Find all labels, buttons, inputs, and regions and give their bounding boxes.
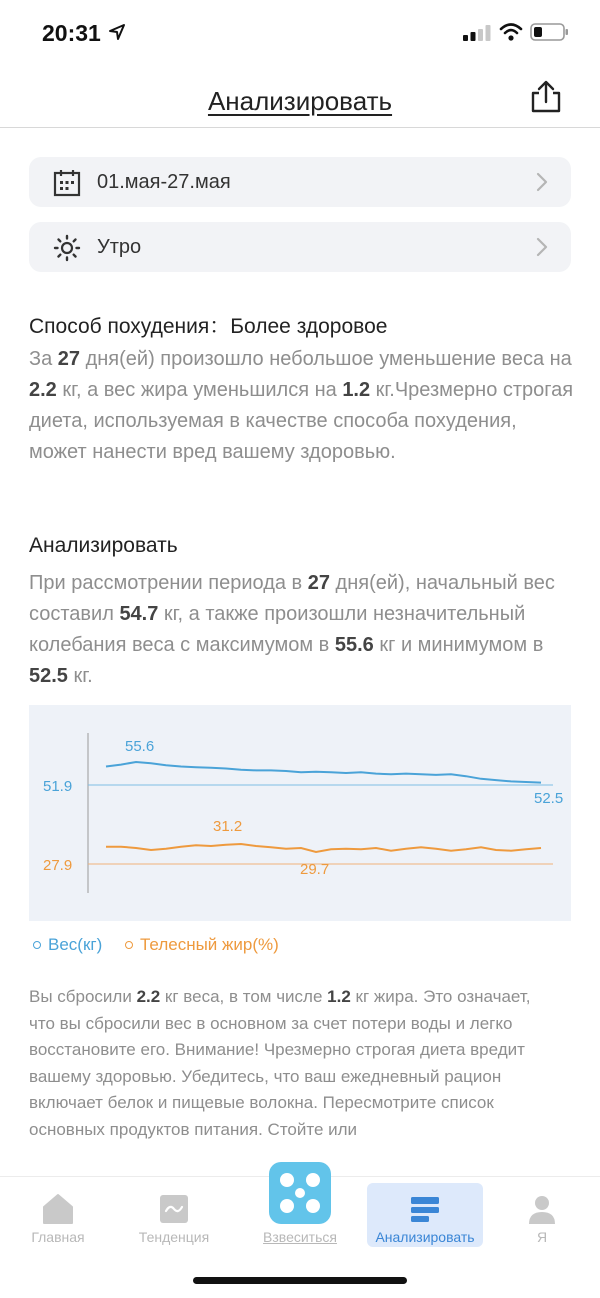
weigh-button[interactable] bbox=[269, 1162, 331, 1224]
page-title: Анализировать bbox=[207, 86, 393, 116]
status-time: 20:31 bbox=[42, 20, 101, 46]
trend-chart-svg bbox=[29, 705, 571, 921]
calendar-icon bbox=[53, 169, 81, 197]
home-icon bbox=[42, 1193, 74, 1225]
share-icon[interactable] bbox=[529, 80, 563, 114]
fat-loss-value: 1.2 bbox=[342, 379, 371, 401]
fat-average-label: 27.9 bbox=[43, 857, 73, 874]
location-arrow-icon bbox=[108, 23, 126, 41]
method-description: За 27 дня(ей) произошло небольшое уменьшение веса на 2.2 кг, а вес жира уменьшился на 1.2 кг.Чрезмерно строгая диета, используемая в качестве способа похудения, может нанести вред вашему здоровью. bbox=[29, 348, 574, 463]
fat-min-label: 29.7 bbox=[300, 861, 330, 878]
weight-loss-value: 2.2 bbox=[29, 379, 57, 401]
time-of-day-selector[interactable] bbox=[29, 222, 571, 272]
legend-weight: Вес(кг) bbox=[33, 935, 102, 955]
status-bar bbox=[0, 0, 600, 64]
date-range-label: 01.мая-27.мая bbox=[97, 171, 231, 193]
wifi-icon bbox=[499, 22, 523, 42]
tab-home[interactable]: Главная bbox=[0, 1183, 116, 1247]
start-weight-value: 54.7 bbox=[119, 603, 159, 625]
advice-text: Вы сбросили 2.2 кг веса, в том числе 1.2 кг жира. Это означает, что вы сбросили вес в основном за счет потери воды и легко восстановите его. Внимание! Чрезмерно строгая диета вредит вашему здоровью. Убедитесь, что ваш ежедневный рацион включает белок и пищевые волокна. Пересмотрите список основных продуктов питания. Стойте или bbox=[29, 987, 531, 1139]
advice-weight-value: 2.2 bbox=[136, 987, 161, 1006]
tab-trend[interactable]: Тенденция bbox=[116, 1183, 232, 1247]
fat-max-label: 31.2 bbox=[213, 818, 243, 835]
tab-weigh[interactable]: Взвеситься bbox=[263, 1229, 337, 1245]
period-days-value: 27 bbox=[307, 572, 330, 594]
scale-icon bbox=[269, 1162, 331, 1224]
weight-end-label: 52.5 bbox=[534, 790, 564, 807]
legend-body-fat: Телесный жир(%) bbox=[125, 935, 279, 955]
trend-chart bbox=[29, 705, 571, 921]
weight-max-label: 55.6 bbox=[125, 738, 155, 755]
advice-fat-value: 1.2 bbox=[327, 987, 351, 1006]
method-title: Способ похудения：Более здоровое bbox=[29, 315, 388, 338]
tab-analyze[interactable]: Анализировать bbox=[367, 1183, 483, 1247]
battery-icon bbox=[530, 22, 570, 42]
chevron-right-icon bbox=[535, 172, 549, 192]
weight-series-line bbox=[106, 762, 541, 783]
home-indicator bbox=[193, 1277, 407, 1284]
profile-icon bbox=[526, 1193, 558, 1225]
days-value: 27 bbox=[57, 348, 81, 370]
time-of-day-label: Утро bbox=[97, 236, 142, 258]
analysis-description: При рассмотрении периода в 27 дня(ей), начальный вес составил 54.7 кг, а также произошли незначительный колебания веса с максимумом в 55.6 кг и минимумом в 52.5 кг. bbox=[29, 572, 555, 687]
cellular-signal-icon bbox=[463, 25, 491, 41]
date-range-selector[interactable] bbox=[29, 157, 571, 207]
min-weight-value: 52.5 bbox=[29, 665, 68, 687]
weight-average-label: 51.9 bbox=[43, 778, 73, 795]
header bbox=[0, 64, 600, 128]
fat-series-line bbox=[106, 844, 541, 852]
sun-icon bbox=[53, 234, 81, 262]
chart-legend bbox=[33, 934, 297, 955]
chevron-right-icon bbox=[535, 237, 549, 257]
trend-icon bbox=[158, 1193, 190, 1225]
max-weight-value: 55.6 bbox=[334, 634, 374, 656]
tab-profile[interactable]: Я bbox=[484, 1183, 600, 1247]
analyze-icon bbox=[409, 1193, 441, 1225]
analysis-title: Анализировать bbox=[29, 534, 178, 557]
